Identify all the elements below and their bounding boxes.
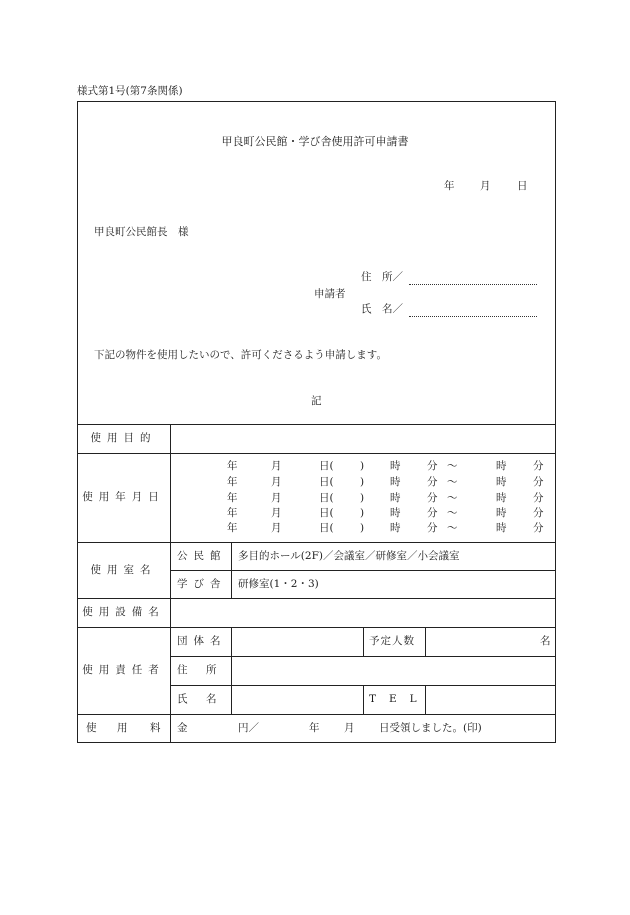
datetime-tilde: 〜 bbox=[447, 522, 458, 534]
label-equipment: 使用設備名 bbox=[82, 606, 165, 618]
datetime-day: 日( bbox=[319, 522, 334, 534]
fee-year: 年 bbox=[309, 722, 320, 734]
addressee: 甲良町公民館長 様 bbox=[94, 226, 189, 238]
resp-mid-line-3 bbox=[363, 685, 364, 714]
datetime-month: 月 bbox=[271, 522, 282, 534]
datetime-paren-close: ) bbox=[360, 522, 365, 534]
datetime-year: 年 bbox=[227, 507, 238, 519]
equipment-field[interactable] bbox=[171, 599, 555, 626]
label-fee-1: 使 bbox=[86, 722, 97, 734]
datetime-minute: 分 bbox=[427, 492, 438, 504]
room-manabiya-options[interactable]: 研修室(1・2・3) bbox=[238, 578, 319, 590]
datetime-hour2: 時 bbox=[496, 507, 507, 519]
datetime-year: 年 bbox=[227, 476, 238, 488]
datetime-hour: 時 bbox=[390, 476, 401, 488]
datetime-year: 年 bbox=[227, 492, 238, 504]
room-kominkan-label: 公民館 bbox=[177, 550, 227, 562]
purpose-field[interactable] bbox=[171, 425, 555, 452]
datetime-year: 年 bbox=[227, 460, 238, 472]
datetime-month: 月 bbox=[271, 476, 282, 488]
datetime-day: 日( bbox=[319, 460, 334, 472]
datetime-minute2: 分 bbox=[533, 522, 544, 534]
applicant-address-label: 住 所／ bbox=[361, 271, 403, 283]
datetime-minute2: 分 bbox=[533, 476, 544, 488]
fee-month: 月 bbox=[344, 722, 355, 734]
resp-name-field[interactable] bbox=[232, 686, 362, 713]
row-line-2 bbox=[77, 542, 556, 543]
fee-kin: 金 bbox=[177, 722, 188, 734]
datetime-month: 月 bbox=[271, 492, 282, 504]
fee-received: 日受領しました。(印) bbox=[379, 722, 482, 734]
applicant-name-label: 氏 名／ bbox=[361, 303, 403, 315]
label-fee: 料 bbox=[150, 722, 161, 734]
applicant-address-field[interactable] bbox=[409, 284, 537, 285]
applicant-label: 申請者 bbox=[314, 288, 346, 300]
datetime-minute: 分 bbox=[427, 460, 438, 472]
request-text: 下記の物件を使用したいので、許可くださるよう申請します。 bbox=[94, 349, 387, 361]
datetime-day: 日( bbox=[319, 476, 334, 488]
resp-address-label: 住 所 bbox=[177, 664, 221, 676]
label-purpose: 使用目的 bbox=[90, 432, 157, 444]
resp-group-label: 団体名 bbox=[177, 635, 227, 647]
row-line-1 bbox=[77, 453, 556, 454]
resp-tel-label: TEL bbox=[369, 693, 430, 705]
resp-expected-field[interactable] bbox=[426, 628, 536, 655]
datetime-year: 年 bbox=[227, 522, 238, 534]
room-manabiya-label: 学び舎 bbox=[177, 578, 227, 590]
datetime-hour2: 時 bbox=[496, 460, 507, 472]
applicant-name-field[interactable] bbox=[409, 316, 537, 317]
datetime-day: 日( bbox=[319, 507, 334, 519]
datetime-paren-close: ) bbox=[360, 460, 365, 472]
room-kominkan-options[interactable]: 多目的ホール(2F)／会議室／研修室／小会議室 bbox=[238, 550, 460, 562]
datetime-minute2: 分 bbox=[533, 507, 544, 519]
resp-people-unit: 名 bbox=[540, 635, 551, 647]
datetime-hour2: 時 bbox=[496, 492, 507, 504]
date-day: 日 bbox=[517, 180, 528, 192]
resp-mid-line-1 bbox=[363, 627, 364, 656]
label-room: 使用室名 bbox=[90, 564, 157, 576]
datetime-month: 月 bbox=[271, 460, 282, 472]
datetime-tilde: 〜 bbox=[447, 476, 458, 488]
datetime-hour: 時 bbox=[390, 507, 401, 519]
datetime-tilde: 〜 bbox=[447, 492, 458, 504]
datetime-minute2: 分 bbox=[533, 460, 544, 472]
label-datetime: 使用年月日 bbox=[82, 491, 165, 503]
resp-group-field[interactable] bbox=[232, 628, 362, 655]
ki-label: 記 bbox=[311, 395, 322, 407]
datetime-month: 月 bbox=[271, 507, 282, 519]
datetime-hour: 時 bbox=[390, 522, 401, 534]
fee-yen: 円／ bbox=[238, 722, 259, 734]
resp-name-label: 氏 名 bbox=[177, 693, 221, 705]
datetime-hour2: 時 bbox=[496, 522, 507, 534]
datetime-day: 日( bbox=[319, 492, 334, 504]
form-id: 様式第1号(第7条関係) bbox=[77, 85, 183, 97]
datetime-minute: 分 bbox=[427, 522, 438, 534]
label-fee-2: 用 bbox=[117, 722, 128, 734]
form-title: 甲良町公民館・学び舎使用許可申請書 bbox=[221, 135, 409, 148]
datetime-paren-close: ) bbox=[360, 507, 365, 519]
date-month: 月 bbox=[480, 180, 491, 192]
datetime-tilde: 〜 bbox=[447, 460, 458, 472]
datetime-minute2: 分 bbox=[533, 492, 544, 504]
date-year: 年 bbox=[444, 180, 455, 192]
datetime-hour: 時 bbox=[390, 460, 401, 472]
label-column-line bbox=[170, 424, 171, 743]
resp-expected-label: 予定人数 bbox=[369, 635, 415, 647]
datetime-hour2: 時 bbox=[496, 476, 507, 488]
label-responsible: 使用責任者 bbox=[82, 664, 165, 676]
datetime-minute: 分 bbox=[427, 476, 438, 488]
room-inner-line bbox=[170, 570, 556, 571]
resp-tel-field[interactable] bbox=[426, 686, 554, 713]
resp-address-field[interactable] bbox=[232, 657, 554, 684]
datetime-minute: 分 bbox=[427, 507, 438, 519]
row-line-5 bbox=[77, 714, 556, 715]
datetime-hour: 時 bbox=[390, 492, 401, 504]
datetime-tilde: 〜 bbox=[447, 507, 458, 519]
room-sub-line bbox=[231, 542, 232, 598]
datetime-paren-close: ) bbox=[360, 492, 365, 504]
datetime-paren-close: ) bbox=[360, 476, 365, 488]
